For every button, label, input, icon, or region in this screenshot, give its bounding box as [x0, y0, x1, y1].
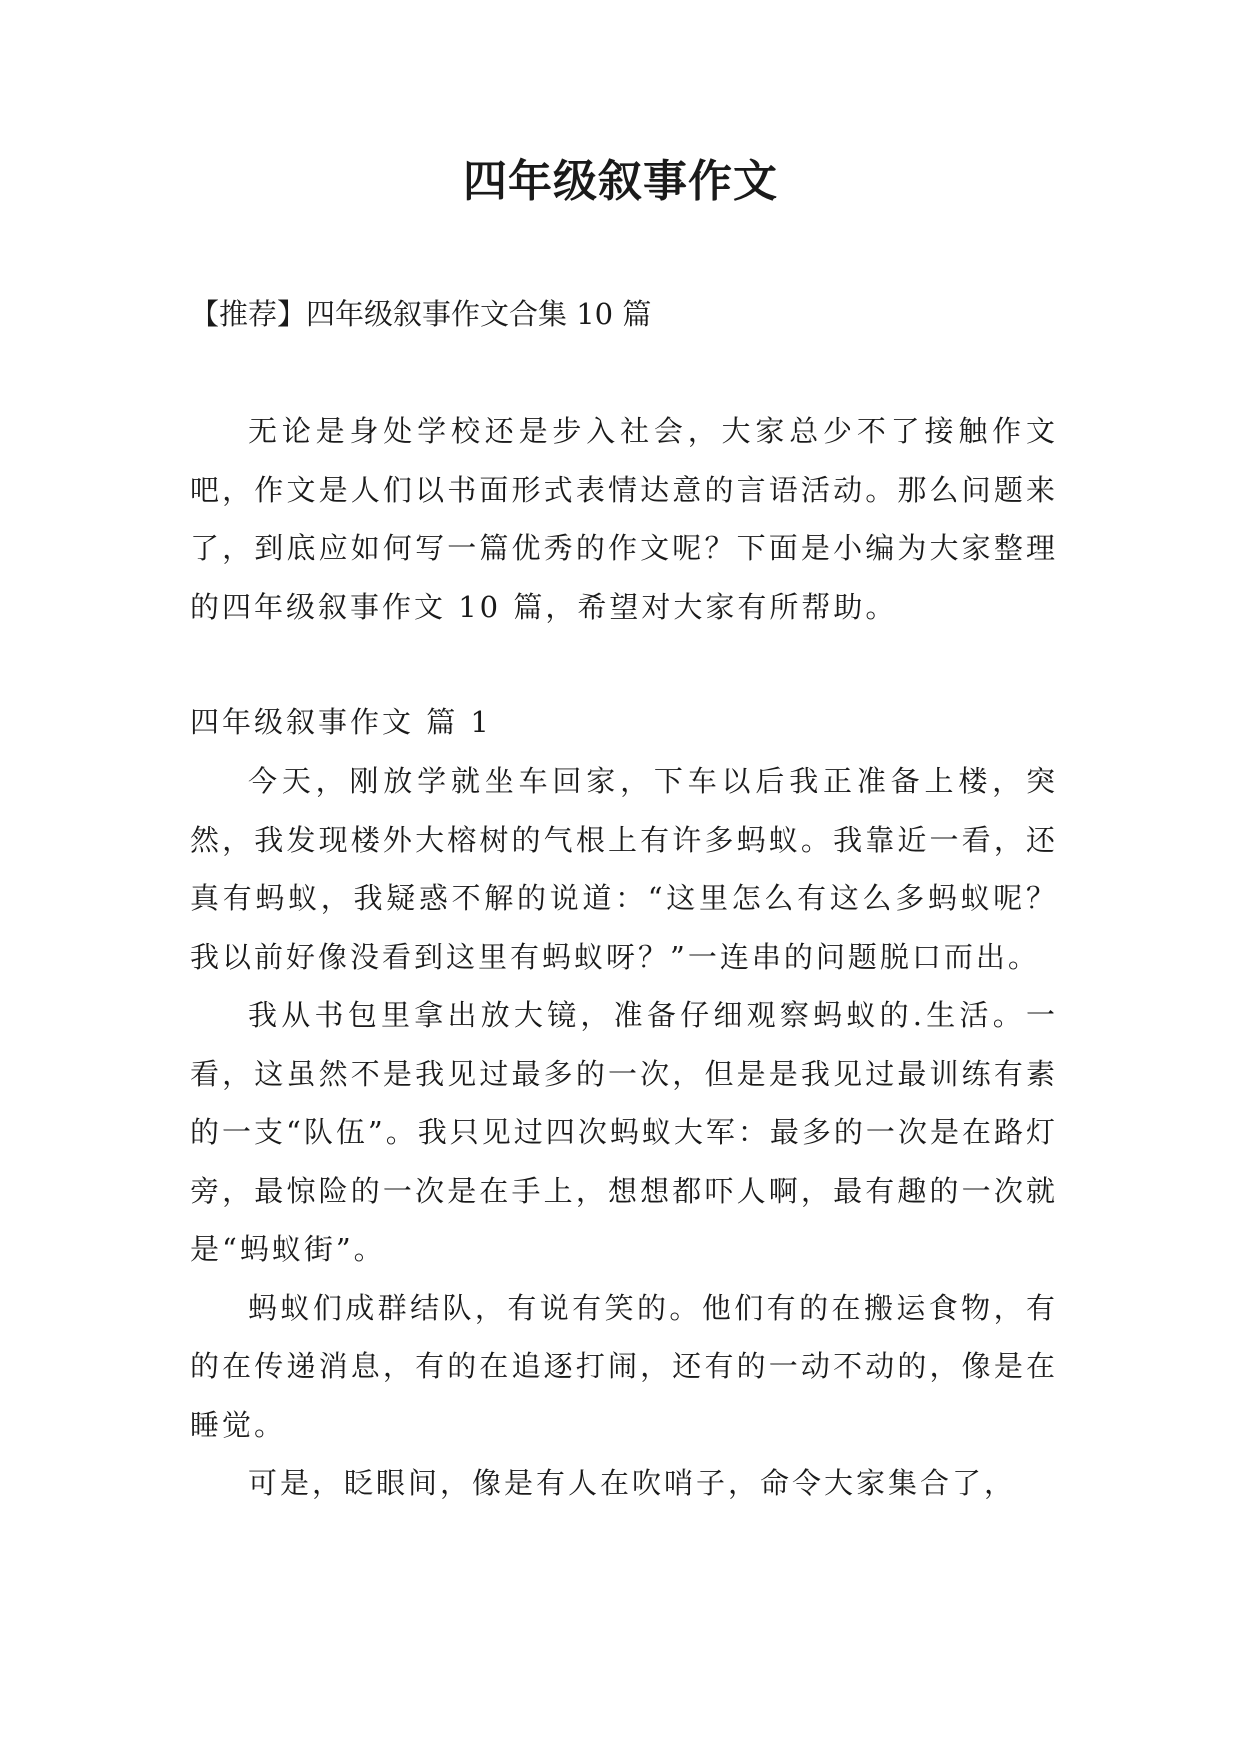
essay-paragraph-2: 我从书包里拿出放大镜，准备仔细观察蚂蚁的.生活。一看，这虽然不是我见过最多的一次，但是是我见过最训练有素的一支“队伍”。我只见过四次蚂蚁大军：最多的一次是在路灯旁，最惊险的一次是在手上，想想都吓人啊，最有趣的一次就是“蚂蚁街”。 [190, 998, 1058, 1266]
essay-paragraph-1: 今天，刚放学就坐车回家，下车以后我正准备上楼，突然，我发现楼外大榕树的气根上有许多蚂蚁。我靠近一看，还真有蚂蚁，我疑惑不解的说道：“这里怎么有这么多蚂蚁呢？我以前好像没看到这里有蚂蚁呀？”一连串的问题脱口而出。 [190, 764, 1058, 974]
document-subtitle: 【推荐】四年级叙事作文合集 10 篇 [190, 297, 652, 331]
section-heading: 四年级叙事作文 篇 1 [190, 705, 492, 739]
essay-body [190, 752, 1058, 1513]
document-title: 四年级叙事作文 [463, 156, 778, 207]
intro-paragraph: 无论是身处学校还是步入社会，大家总少不了接触作文吧，作文是人们以书面形式表情达意的言语活动。那么问题来了，到底应如何写一篇优秀的作文呢？下面是小编为大家整理的四年级叙事作文 10 篇，希望对大家有所帮助。 [190, 414, 1058, 624]
intro-block [190, 402, 1058, 636]
essay-paragraph-3: 蚂蚁们成群结队，有说有笑的。他们有的在搬运食物，有的在传递消息，有的在追逐打闹，还有的一动不动的，像是在睡觉。 [190, 1290, 1058, 1442]
essay-paragraph-4: 可是，眨眼间，像是有人在吹哨子，命令大家集合了， [248, 1466, 1017, 1500]
